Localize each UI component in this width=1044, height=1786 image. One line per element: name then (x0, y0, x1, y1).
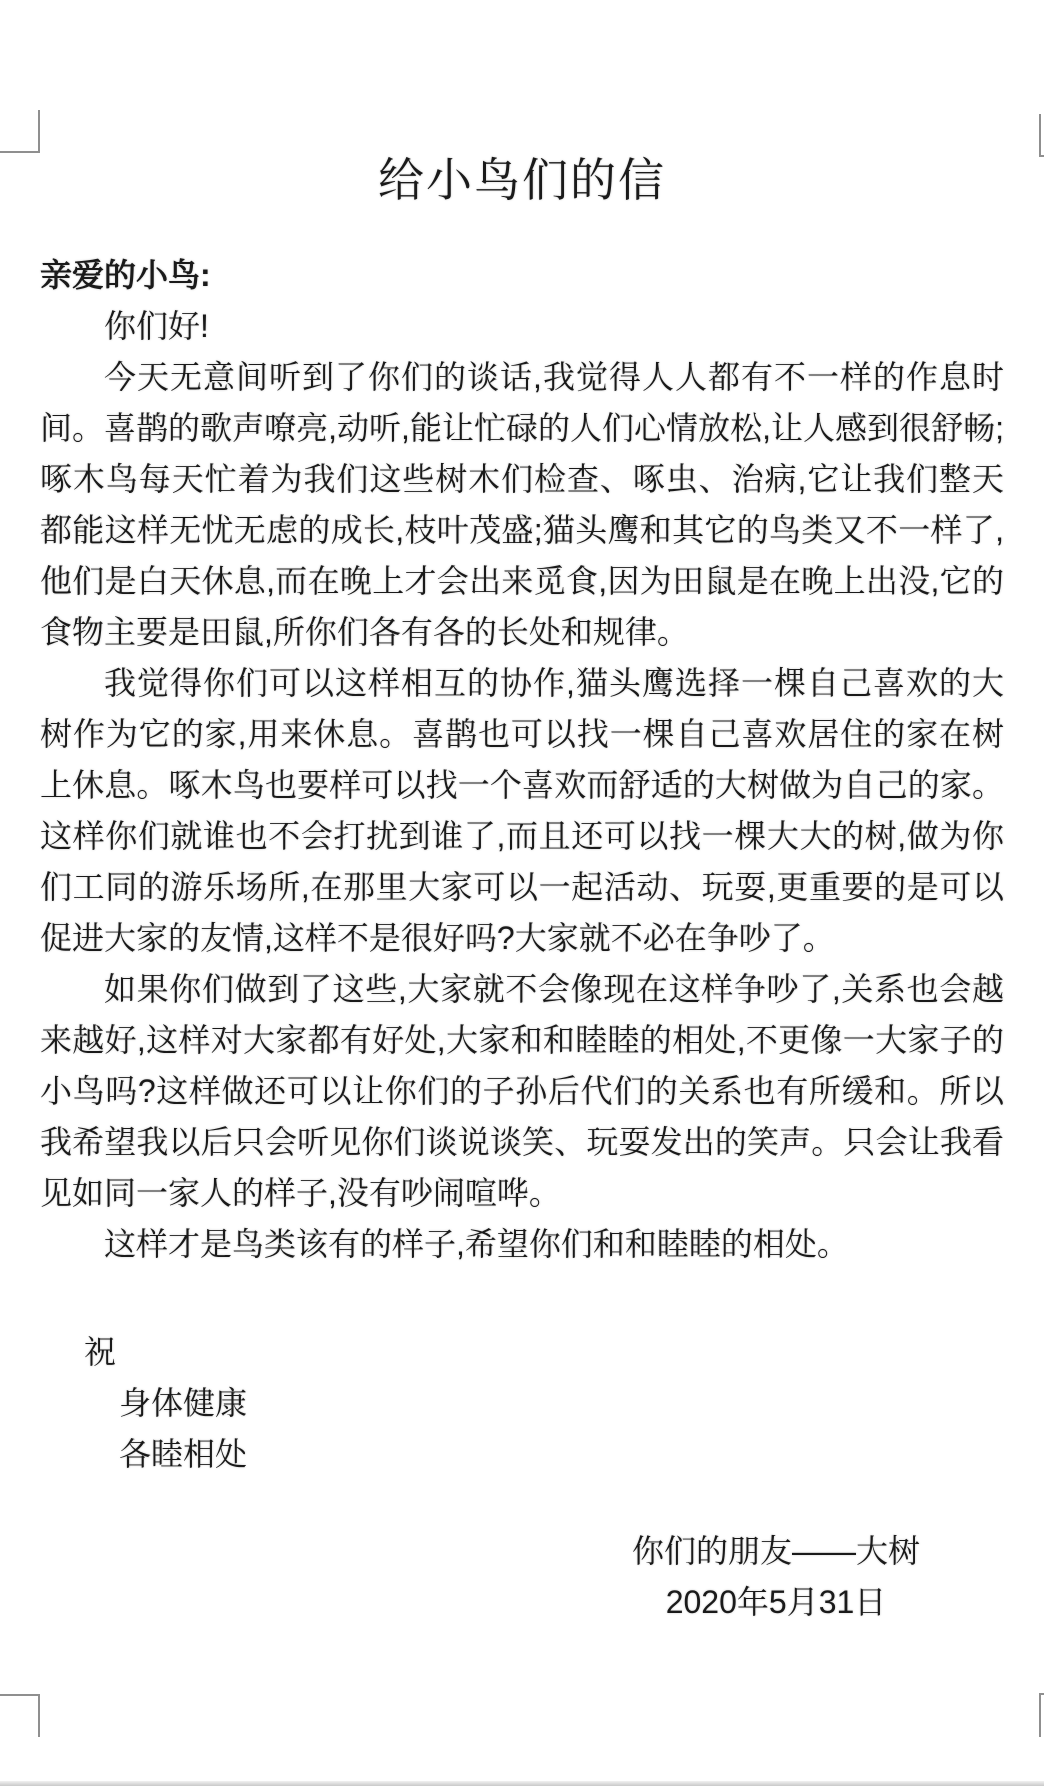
letter-body (40, 0, 1004, 1628)
page-bottom-edge (0, 1781, 1044, 1786)
margin-corner-mark-top-right (1039, 155, 1044, 157)
letter-paragraph: 这样才是鸟类该有的样子,希望你们和和睦睦的相处。 (104, 1226, 849, 1262)
closing-wish-line: 身体健康 (119, 1385, 248, 1421)
letter-paragraphs (40, 301, 1004, 1270)
margin-corner-mark-bottom-left (0, 1694, 40, 1696)
margin-corner-mark-bottom-right (1039, 1693, 1041, 1737)
closing-wish-line: 各睦相处 (119, 1436, 248, 1472)
margin-corner-mark-top-left (0, 151, 40, 153)
letter-paragraph: 你们好! (104, 308, 209, 344)
letter-title: 给小鸟们的信 (378, 154, 666, 206)
margin-corner-mark-top-right (1039, 114, 1041, 157)
letter-paragraph: 如果你们做到了这些,大家就不会像现在这样争吵了,关系也会越来越好,这样对大家都有好处,大家和和睦睦的相处,不更像一大家子的小鸟吗?这样做还可以让你们的子孙后代们的关系也有所缓和。所以我希望我以后只会听见你们谈说谈笑、玩耍发出的笑声。只会让我看见如同一家人的样子,没有吵闹喧哗。 (40, 971, 1004, 1211)
date-line: 2020年5月31日 (665, 1584, 887, 1620)
signature-line: 你们的朋友——大树 (631, 1533, 920, 1569)
signature-block (606, 1526, 946, 1628)
letter-paragraph: 今天无意间听到了你们的谈话,我觉得人人都有不一样的作息时间。喜鹊的歌声嘹亮,动听,能让忙碌的人们心情放松,让人感到很舒畅;啄木鸟每天忙着为我们这些树木们检查、啄虫、治病,它让我们整天都能这样无忧无虑的成长,枝叶茂盛;猫头鹰和其它的鸟类又不一样了,他们是白天休息,而在晚上才会出来觅食,因为田鼠是在晚上出没,它的食物主要是田鼠,所你们各有各的长处和规律。 (40, 359, 1004, 650)
letter-salutation: 亲爱的小鸟: (40, 257, 211, 293)
letter-paragraph: 我觉得你们可以这样相互的协作,猫头鹰选择一棵自己喜欢的大树作为它的家,用来休息。喜鹊也可以找一棵自己喜欢居住的家在树上休息。啄木鸟也要样可以找一个喜欢而舒适的大树做为自己的家。这样你们就谁也不会打扰到谁了,而且还可以找一棵大大的树,做为你们工同的游乐场所,在那里大家可以一起活动、玩耍,更重要的是可以促进大家的友情,这样不是很好吗?大家就不必在争吵了。 (40, 665, 1004, 956)
closing-wish-lead: 祝 (84, 1334, 117, 1370)
margin-corner-mark-bottom-right (1039, 1693, 1044, 1695)
margin-corner-mark-bottom-left (38, 1694, 40, 1737)
